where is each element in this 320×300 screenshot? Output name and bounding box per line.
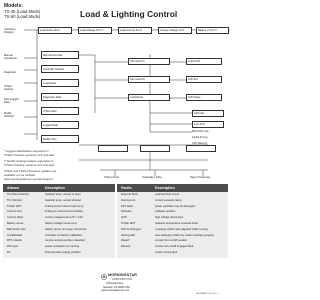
alarm-desc: limiting on overcurrent condition [45, 210, 83, 214]
menu-box-manual-override: Manual Override [41, 51, 79, 59]
footer-website: www.morningstarcorp.com [101, 289, 130, 292]
fault-name: External Short [121, 193, 139, 196]
fault-name: TriStar HOT [121, 222, 136, 225]
alarm-name: Current limit [7, 210, 22, 214]
setting-box-5: LVD Set [186, 76, 222, 83]
brand-tagline: CORPORATION [112, 278, 133, 281]
label-operating-displays: Operating Displays [4, 28, 16, 34]
alarm-name: Uncalibrated [7, 233, 23, 237]
setting-box-1: Set Load On [128, 58, 170, 65]
label-days-ago: Days of Data Ago [190, 176, 211, 179]
alarm-name: RTS miswire [7, 239, 23, 243]
fault-desc: a settings switch was adjusted while running [155, 227, 208, 231]
menu-box-diagnostic-data: Diagnostic Data [41, 93, 79, 101]
fault-name: Overcurrent [121, 198, 136, 202]
alarm-desc: heatsink temp. sensor is open [45, 193, 81, 196]
label-manual-operations: Manual Operations [4, 54, 17, 60]
faults-col-2: Description [155, 186, 175, 190]
setting-box-6: LVD Reset [186, 94, 222, 101]
alarm-desc: current measurement off > 1.5A [45, 216, 83, 220]
fault-name: DIP sw changed [121, 227, 141, 231]
alarm-name: Batt Sense disc [7, 227, 26, 231]
alarm-name: Current offset [7, 216, 24, 220]
setting-box-3: Load Reset [128, 94, 170, 101]
label-yesterdays-data: Yesterday's Data [142, 176, 162, 179]
model-1-label: TS-45 (Load Mode) [4, 9, 41, 14]
display-box-4: Charge Voltage 13.8 [158, 27, 192, 34]
fault-desc: heatsink temperature exceeds limits [155, 222, 198, 225]
fault-desc: system wiring fault [155, 251, 178, 254]
fault-name: Remote [121, 245, 131, 249]
fault-name: HVD [121, 216, 127, 220]
alarm-name: P/D open [7, 245, 19, 249]
menu-box-logged-data: Logged Data [41, 121, 79, 129]
fault-desc: external short circuit [155, 193, 180, 196]
display-box-5: Battery V 13.2 V [196, 27, 229, 34]
display-box-3: Load Current 8.4 A [118, 27, 152, 34]
alarm-name: Ths Disconnected [7, 193, 29, 196]
fault-name: Software [121, 210, 132, 214]
alarm-desc: power conductor not running [45, 245, 80, 249]
fault-name: FET Short [121, 204, 134, 208]
alarm-desc: controller not factory calibrated [45, 233, 82, 237]
annotation-3: LVD Warning [192, 142, 208, 145]
fault-desc: a reset from on/off needed [155, 239, 187, 243]
label-new-logged-data: New Logged Data [4, 98, 19, 104]
alarm-name: Ths Shorted [7, 198, 22, 202]
alarms-col-1: Alarms [7, 186, 20, 190]
fault-desc: high voltage disconnect [155, 216, 184, 220]
fault-desc: remote turn on/off engaged fault [155, 245, 194, 249]
menu-box-modify-sets: Modify Sets [41, 135, 79, 143]
menu-box-tristar-sets: TriStar Sets [41, 107, 79, 115]
brand-name: MORNINGSTAR [108, 273, 138, 277]
menu-box-load-reset: Load Reset [41, 79, 79, 87]
setting-box-7: HVD Set [192, 110, 224, 117]
footer-address-1: 8 Pheasant Run [106, 282, 124, 285]
alarm-name: Battery sense [7, 222, 24, 225]
fault-desc: power switches may be damaged [155, 204, 195, 208]
annotation-2: Faults (if any) [192, 136, 208, 139]
fault-desc: current exceeds rating [155, 198, 182, 202]
model-2-label: TS-60 (Load Mode) [4, 14, 41, 19]
alarm-desc: battery voltage sense error [45, 222, 77, 225]
note-line-6: available on our website: [4, 173, 36, 177]
alarm-desc: limiting current due to high temp. [45, 204, 84, 208]
page-title: Load & Lighting Control [80, 9, 178, 19]
setting-box-2: Set Load Off [128, 76, 170, 83]
note-line-4: TriStar firmware versions v1.5 and later. [4, 163, 55, 167]
note-line-5: TriStar and TS45-2 firmware updates are [4, 169, 57, 173]
faults-col-1: Faults [121, 186, 132, 190]
alarms-col-2: Description [45, 186, 65, 190]
label-modify-settings: Modify Settings* [4, 112, 15, 118]
fault-desc: software problem [155, 210, 176, 214]
alarm-desc: battery sense no longer connected [45, 227, 87, 231]
alarm-name: TriStar HOT [7, 204, 22, 208]
note-line-3: ** Modify Settings feature supported in [4, 159, 54, 163]
alarm-desc: remote sensing problem detected [45, 239, 85, 243]
label-todays-data: Today's Data [104, 176, 119, 179]
display-box-2: Load Voltage 13.6 V [78, 27, 112, 34]
menu-box-controller-settings: Controller Settings [41, 65, 79, 73]
models-label: Models: [4, 3, 23, 9]
setting-box-8: Low SOC [192, 121, 224, 128]
label-tristar-settings: TriStar Settings [4, 85, 14, 91]
alarm-desc: heatsink temp. sensor shorted [45, 198, 82, 202]
annotation-1: Brief LVD note [192, 130, 209, 133]
document-code: MS-ZMAN-TS01 Rev. 5 [196, 293, 219, 295]
alarm-desc: internal power supply problem [45, 251, 81, 254]
setting-box-4: Load HVD [186, 58, 222, 65]
note-line-1: * Logged data/feature supported in [4, 149, 49, 153]
note-line-2: TriStar firmware versions v1.5 and later. [4, 153, 55, 157]
footer-address-2: Newtown, PA 18940 USA [103, 285, 130, 289]
fault-desc: new setting(s) written by custom settings program [155, 233, 215, 237]
fault-name: Reset? [121, 239, 130, 243]
alarm-name: P3 [7, 251, 11, 254]
display-box-1: Load State 100 A [38, 27, 72, 34]
fault-name: Setting Edit [121, 233, 135, 237]
note-line-7: www.morningstarcorp.com/en/support [4, 177, 53, 181]
label-diagnostic: Diagnostic [4, 71, 17, 74]
